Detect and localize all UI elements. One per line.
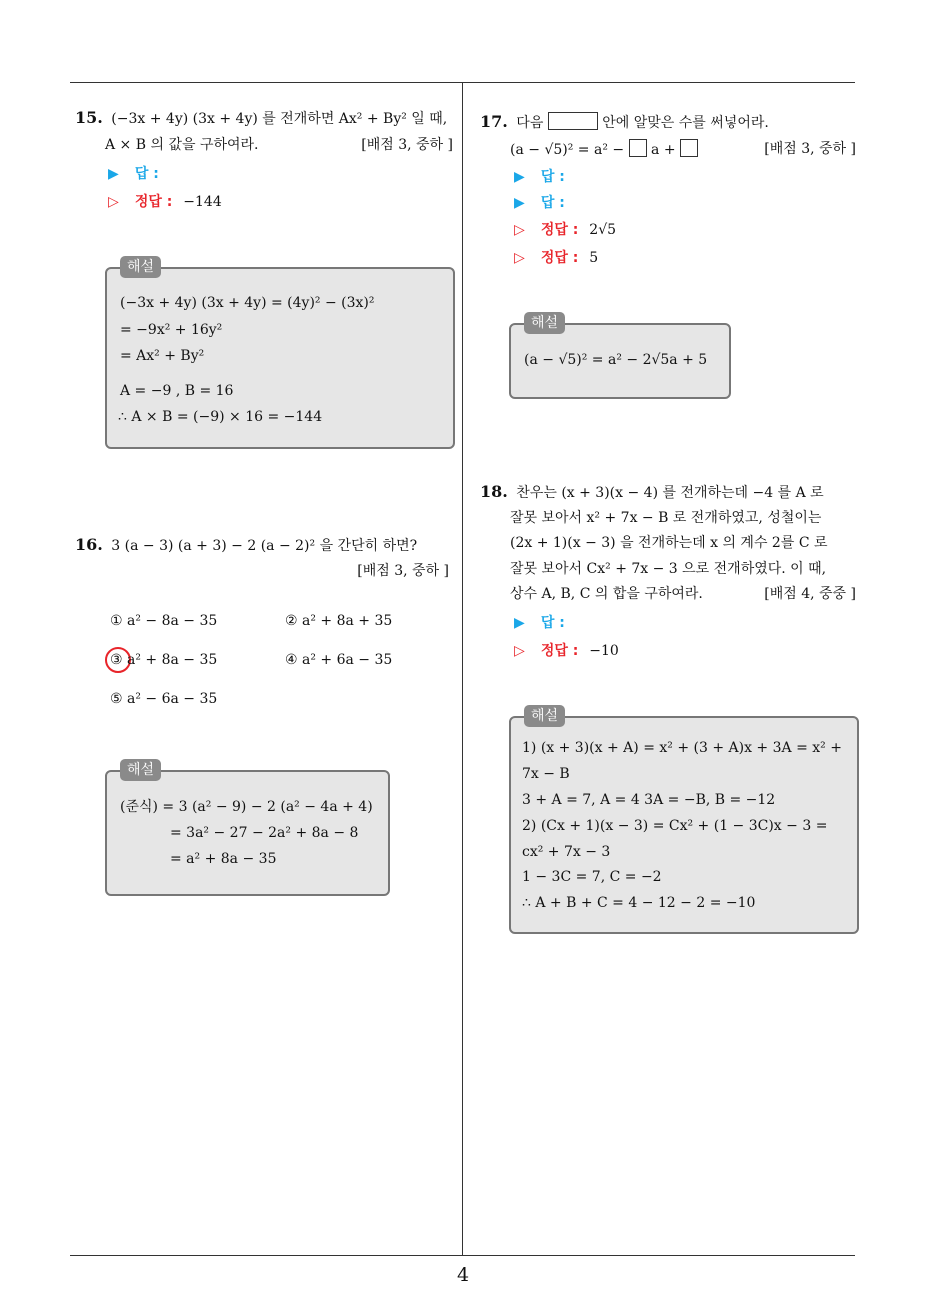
q17-correct-row-2 [514, 248, 598, 268]
q17-line1 [480, 112, 769, 133]
page-number: 4 [456, 1264, 470, 1286]
q18-solution-line: 3 + A = 7, A = 4 3A = −B, B = −12 [522, 792, 776, 808]
outline-triangle-icon: ▷ [514, 222, 525, 238]
q15-text1: (−3x + 4y) (3x + 4y) 를 전개하면 Ax² + By² 일 때, [111, 111, 448, 127]
q18-number: 18. [480, 482, 508, 501]
q17-correct-label: 정답 : [540, 222, 579, 238]
q16-number: 16. [75, 535, 103, 554]
q16-points: [배점 3, 중하 ] [357, 563, 449, 579]
q15-solution-line: (−3x + 4y) (3x + 4y) = (4y)² − (3x)² [120, 295, 375, 311]
q18-correct-row [514, 641, 619, 661]
q17-points: [배점 3, 중하 ] [764, 141, 856, 157]
q18-solution-line: cx² + 7x − 3 [522, 844, 611, 860]
q18-solution-line: 7x − B [522, 766, 570, 782]
bottom-rule [70, 1255, 855, 1256]
play-icon: ▶ [108, 166, 119, 182]
q15-answer-row[interactable] [108, 164, 159, 184]
q18-solution-tab: 해설 [524, 705, 565, 727]
outline-triangle-icon: ▷ [514, 250, 525, 266]
q18-solution-line: 1 − 3C = 7, C = −2 [522, 869, 662, 885]
q18-text: 잘못 보아서 x² + 7x − B 로 전개하였고, 성철이는 [510, 510, 822, 526]
q15-solution-line: A = −9 , B = 16 [120, 383, 234, 399]
q17-text1a: 다음 [516, 115, 544, 131]
q16-solution-line: = a² + 8a − 35 [170, 851, 277, 867]
q16-choice-1[interactable]: ① a² − 8a − 35 [110, 613, 218, 629]
q16-solution-line: = 3a² − 27 − 2a² + 8a − 8 [170, 825, 359, 841]
q17-blank-box[interactable] [548, 112, 598, 130]
q15-line1 [75, 108, 447, 129]
q15-solution-tab: 해설 [120, 256, 161, 278]
q16-solution-tab: 해설 [120, 759, 161, 781]
play-icon: ▶ [514, 195, 525, 211]
q17-line2 [510, 139, 698, 160]
q18-answer-label: 답 : [540, 615, 565, 631]
q18-solution-line: ∴ A + B + C = 4 − 12 − 2 = −10 [522, 895, 756, 911]
q16-line1 [75, 535, 417, 556]
q18-points: [배점 4, 중중 ] [764, 586, 856, 602]
q18-correct-value: −10 [589, 643, 619, 659]
q15-correct-label: 정답 : [134, 194, 173, 210]
q18-text: 찬우는 (x + 3)(x − 4) 를 전개하는데 −4 를 A 로 [516, 485, 824, 501]
q17-answer-row-1[interactable] [514, 167, 565, 187]
column-divider [462, 82, 463, 1255]
q18-text: (2x + 1)(x − 3) 을 전개하는데 x 의 계수 2를 C 로 [510, 535, 828, 551]
q18-answer-row[interactable] [514, 613, 565, 633]
q15-points: [배점 3, 중하 ] [361, 137, 453, 153]
q16-solution-line: (준식) = 3 (a² − 9) − 2 (a² − 4a + 4) [120, 799, 373, 815]
q17-correct-row-1 [514, 220, 616, 240]
q15-solution-line: = Ax² + By² [120, 348, 205, 364]
q15-text2: A × B 의 값을 구하여라. [105, 137, 259, 153]
q17-correct-value: 5 [589, 250, 599, 266]
q17-text2b: a + [651, 142, 676, 158]
q15-solution-line: = −9x² + 16y² [120, 322, 223, 338]
q16-choice-3[interactable]: ③ a² + 8a − 35 [110, 652, 218, 668]
play-icon: ▶ [514, 169, 525, 185]
q16-choice-5[interactable]: ⑤ a² − 6a − 35 [110, 691, 218, 707]
q18-text: 상수 A, B, C 의 합을 구하여라. [510, 586, 703, 602]
q16-choice-2[interactable]: ② a² + 8a + 35 [285, 613, 393, 629]
q18-solution-line: 1) (x + 3)(x + A) = x² + (3 + A)x + 3A = x² + [522, 740, 842, 756]
q17-blank-box[interactable] [629, 139, 647, 157]
q17-number: 17. [480, 112, 508, 131]
q18-text: 잘못 보아서 Cx² + 7x − 3 으로 전개하였다. 이 때, [510, 561, 827, 577]
q17-text2a: (a − √5)² = a² − [510, 142, 625, 158]
q17-answer-label: 답 : [540, 195, 565, 211]
q17-text1b: 안에 알맞은 수를 써넣어라. [602, 115, 769, 131]
q15-solution-line: ∴ A × B = (−9) × 16 = −144 [118, 409, 323, 425]
q18-correct-label: 정답 : [540, 643, 579, 659]
q15-correct-row [108, 192, 222, 212]
q18-solution-line: 2) (Cx + 1)(x − 3) = Cx² + (1 − 3C)x − 3 = [522, 818, 828, 834]
q18-line1 [480, 482, 824, 503]
q15-number: 15. [75, 108, 103, 127]
q17-blank-box[interactable] [680, 139, 698, 157]
q17-answer-label: 답 : [540, 169, 565, 185]
q16-text1: 3 (a − 3) (a + 3) − 2 (a − 2)² 을 간단히 하면? [111, 538, 418, 554]
q17-correct-label: 정답 : [540, 250, 579, 266]
q17-solution-tab: 해설 [524, 312, 565, 334]
q17-correct-value: 2√5 [589, 222, 617, 238]
outline-triangle-icon: ▷ [108, 194, 119, 210]
q15-correct-value: −144 [183, 194, 222, 210]
q17-answer-row-2[interactable] [514, 193, 565, 213]
q15-answer-label: 답 : [134, 166, 159, 182]
q16-choice-4[interactable]: ④ a² + 6a − 35 [285, 652, 393, 668]
q17-solution-line: (a − √5)² = a² − 2√5a + 5 [524, 352, 708, 368]
play-icon: ▶ [514, 615, 525, 631]
outline-triangle-icon: ▷ [514, 643, 525, 659]
